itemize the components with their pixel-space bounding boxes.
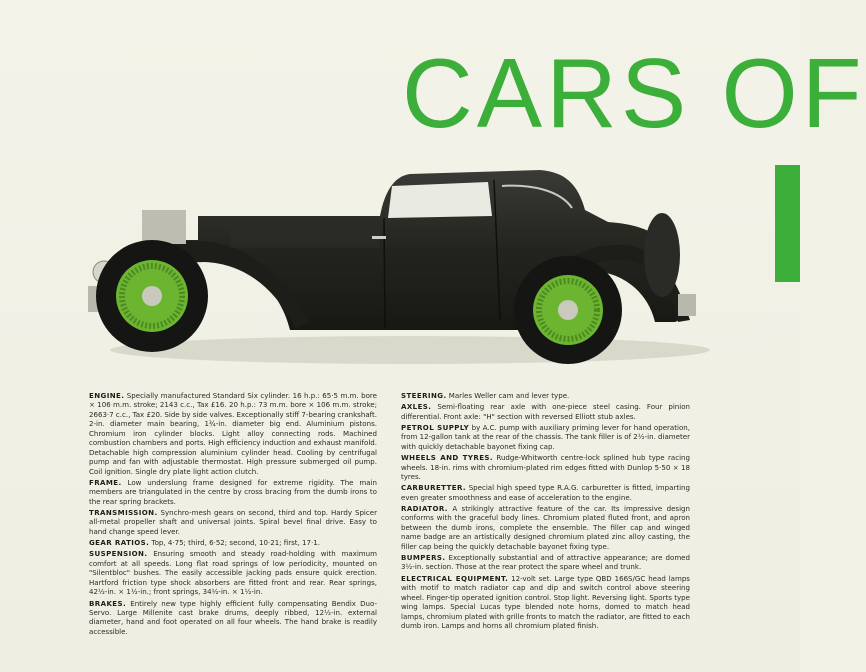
spec-text: Special high speed type R.A.G. carburetter is fitted, imparting even greater smoothness and ease of acceleration to the engine.	[401, 483, 690, 502]
spec-frame	[89, 478, 377, 506]
spec-text: Entirely new type highly efficient fully compensating Bendix Duo-Servo. Large Millenite cast brake drums, deeply ribbed, 12½-in. external diameter, hand and foot operated on all four wheels. The hand brake is readily accessible.	[89, 598, 377, 636]
door-handle	[372, 236, 386, 239]
spec-label: WHEELS AND TYRES.	[401, 453, 493, 463]
rear-bumper	[678, 294, 696, 316]
spec-suspension	[89, 549, 377, 596]
spec-brakes	[89, 599, 377, 637]
spec-label: ENGINE.	[89, 391, 125, 400]
spec-label: GEAR RATIOS.	[89, 538, 150, 548]
spec-label: RADIATOR.	[401, 503, 448, 513]
spec-radiator	[401, 504, 690, 551]
spec-column-left	[89, 391, 377, 638]
spec-text: Top, 4·75; third, 6·52; second, 10·21; first, 17·1.	[151, 538, 320, 548]
spec-text: Specially manufactured Standard Six cylinder. 16 h.p.: 65·5 m.m. bore × 106 m.m. stroke; 2143 c.c., Tax £16. 20 h.p.: 73 m.m. bore × 106 m.m. stroke; 2663·7 c.c., Tax £20. Side by side valves. Exceptionally stiff 7-bearing crankshaft. 2-in. diameter main bearing, 1¾-in. diameter big end. Aluminium pistons. Chromium iron cylinder blocks. Light alloy connecting rods. Machined combustion chambers and ports. High efficiency induction and exhaust manifold. Detachable high compression aluminium cylinder head. Cooling by centrifugal pump and fan with adjustable thermostat. High pressure submerged oil pump. Coil ignition. Single dry plate light action clutch.	[89, 391, 377, 476]
spec-text: Low underslung frame designed for extreme rigidity. The main members are triangulated in the centre by cross bracing from the dumb irons to the rear spring brackets.	[89, 477, 378, 506]
spec-gear-ratios	[89, 538, 377, 547]
spec-text: Synchro-mesh gears on second, third and top. Hardy Spicer all-metal propeller shaft and universal joints. Spiral bevel final drive. Easy to hand change speed lever.	[89, 508, 377, 536]
spec-text: by A.C. pump with auxiliary priming lever for hand operation, from 12-gallon tank at the rear of the chassis. The tank filler is of 2½-in. diameter with quickly detachable bayonet fixing cap.	[401, 422, 690, 451]
spec-text: Semi-floating rear axle with one-piece steel casing. Four pinion differential. Front axle: "H" section with reversed Elliott stub axles.	[401, 402, 690, 421]
radiator-grille	[142, 210, 186, 244]
car-shadow	[110, 336, 710, 364]
spec-text: 12-volt set. Large type QBD 166S/GC head lamps with motif to match radiator cap and dip and switch control above steering wheel. Finger-tip operated ignition control. Stop light. Reversing light. Sports type wing lamps. Special Lucas type blended note horns, domed to match head lamps, chromium plated with grille fronts to match the radiator, are fitted to each dumb iron. Lamps and horns all chromium plated finish.	[401, 573, 690, 630]
hood-louvres	[230, 220, 380, 248]
spec-text: Rudge-Whitworth centre-lock splined hub type racing wheels. 18-in. rims with chromium-plated rim edges fitted with Dunlop 5·50 × 18 tyres.	[401, 453, 690, 482]
front-wheel	[96, 240, 208, 352]
spec-electrical	[401, 574, 690, 631]
spec-text: Marles Weller cam and lever type.	[448, 391, 570, 400]
spec-text: Ensuring smooth and steady road-holding with maximum comfort at all speeds. Long flat road springs of low periodicity, mounted on "Silentbloc" bushes. The easily accessible jacking pads ensure quick erection. Hartford friction type shock absorbers are fitted front and rear. Rear springs, 42½-in. × 1½-in.; front springs, 34½-in. × 1½-in.	[89, 549, 377, 597]
spec-wheels-tyres	[401, 453, 690, 481]
spec-petrol-supply	[401, 423, 690, 451]
spec-label: STEERING.	[401, 391, 447, 400]
spec-label: FRAME.	[89, 477, 122, 487]
spec-label: AXLES.	[401, 402, 432, 412]
car-illustration	[80, 150, 705, 380]
spec-steering	[401, 391, 690, 400]
spec-label: BRAKES.	[89, 598, 127, 608]
spec-axles	[401, 402, 690, 421]
spec-label: BUMPERS.	[401, 553, 446, 563]
specifications	[89, 391, 689, 661]
spec-text: A strikingly attractive feature of the car. Its impressive design conforms with the graceful body lines. Chromium plated fluted front, and apron between the dumb irons, complete the ensemble. The filler cap and winged name badge are an artistically designed chromium plated zinc alloy casting, the filler cap being the quickly detachable bayonet fixing type.	[401, 503, 690, 551]
page-heading: CARS OF	[402, 38, 866, 148]
spec-label: ELECTRICAL EQUIPMENT.	[401, 573, 509, 583]
spec-text: Exceptionally substantial and of attractive appearance; are domed 3½-in. section. Those at the rear protect the spare wheel and trunk.	[401, 553, 690, 572]
spec-engine	[89, 391, 377, 476]
spec-column-right	[401, 391, 690, 632]
side-window	[388, 182, 492, 218]
spare-wheel	[644, 213, 680, 297]
spec-label: PETROL SUPPLY	[401, 422, 470, 432]
spec-label: CARBURETTER.	[401, 483, 467, 493]
spec-carburetter	[401, 483, 690, 502]
rear-wheel	[514, 256, 622, 364]
spec-label: SUSPENSION.	[89, 549, 148, 559]
spec-transmission	[89, 508, 377, 536]
door-line	[384, 218, 385, 328]
heading-cut-letter	[775, 165, 800, 282]
spec-bumpers	[401, 553, 690, 572]
spec-label: TRANSMISSION.	[89, 508, 158, 518]
